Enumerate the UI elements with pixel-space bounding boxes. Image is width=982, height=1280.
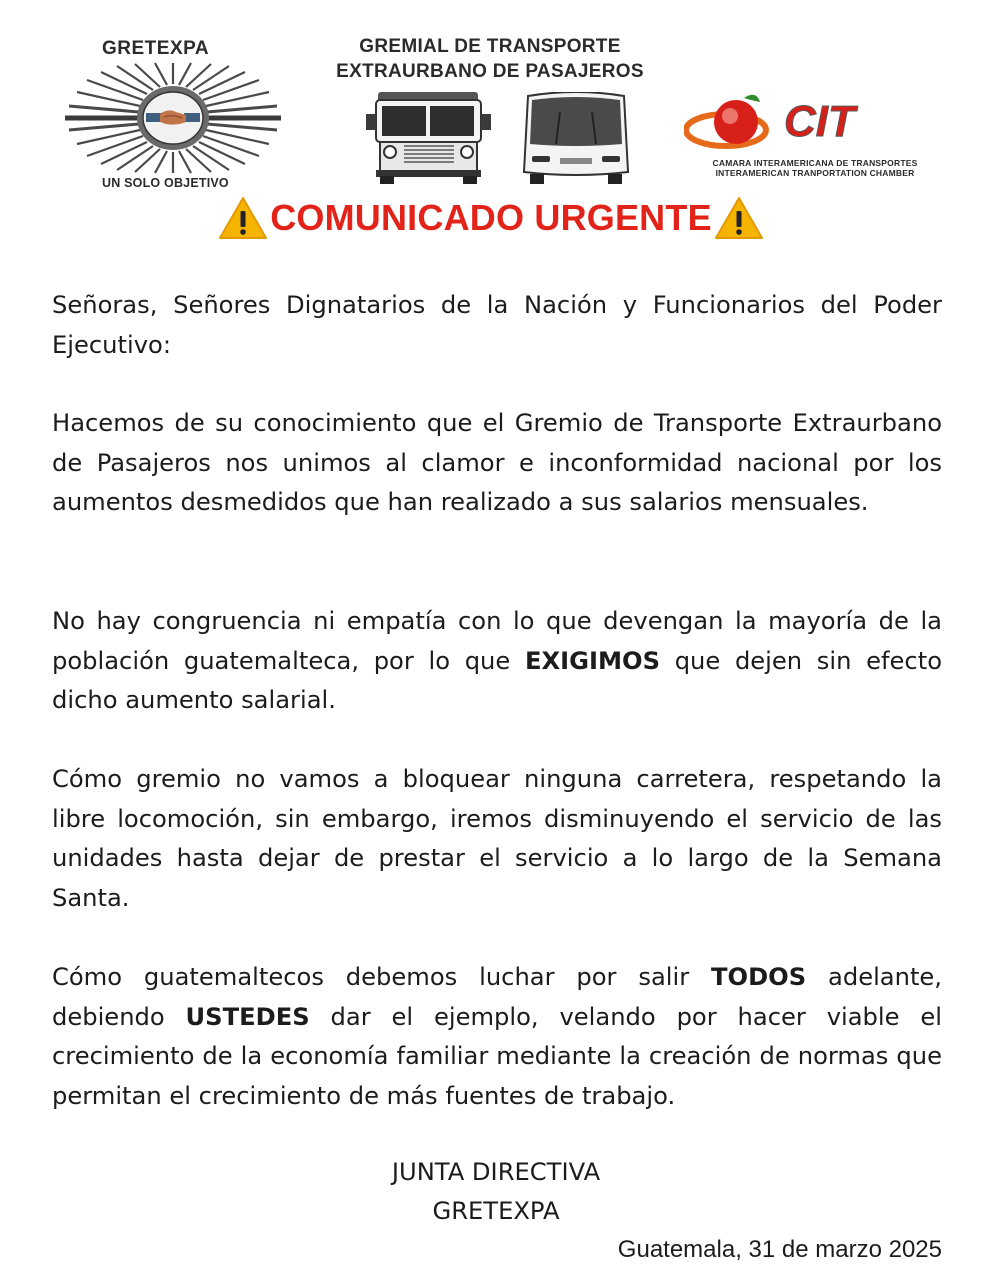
urgent-banner bbox=[0, 196, 982, 240]
paragraph-closing-text-c: dar el ejemplo, velando por hacer viable el crecimiento de la economía familiar mediante la creación de normas que permitan el crecimiento de más fuentes de trabajo. bbox=[52, 1002, 942, 1110]
paragraph-closing-bold-ustedes: USTEDES bbox=[185, 1002, 310, 1031]
warning-triangle-icon bbox=[218, 196, 268, 240]
paragraph-closing-text-b: adelante, debiendo bbox=[52, 963, 942, 1031]
signature-organization: GRETEXPA bbox=[432, 1197, 560, 1225]
paragraph-demand-text-a: No hay congruencia ni empatía con lo que devengan la mayoría de la población guatemalteca, por lo que bbox=[52, 607, 942, 675]
urgent-title: COMUNICADO URGENTE bbox=[270, 197, 712, 238]
coach-bus-front-icon bbox=[520, 92, 632, 184]
paragraph-service-reduction: Cómo gremio no vamos a bloquear ninguna carretera, respetando la libre locomoción, sin embargo, iremos disminuyendo el servicio de las unidades hasta dejar de prestar el servicio a lo largo de la Semana Santa. bbox=[52, 765, 942, 912]
paragraph-announcement: Hacemos de su conocimiento que el Gremio de Transporte Extraurbano de Pasajeros nos unimos al clamor e inconformidad nacional por los aumentos desmedidos que han realizado a sus salarios mensuales. bbox=[52, 409, 942, 516]
paragraph-salutation: Señoras, Señores Dignatarios de la Nación y Funcionarios del Poder Ejecutivo: bbox=[52, 291, 942, 359]
paragraph-demand bbox=[52, 602, 942, 721]
signature-board: JUNTA DIRECTIVA bbox=[391, 1158, 601, 1186]
cit-logo bbox=[684, 92, 909, 152]
paragraph-closing bbox=[52, 958, 942, 1116]
paragraph-demand-text-b: que dejen sin efecto dicho aumento salarial. bbox=[52, 646, 942, 714]
paragraph-closing-bold-todos: TODOS bbox=[711, 963, 807, 991]
cit-subtitle-line-1: CAMARA INTERAMERICANA DE TRANSPORTES bbox=[712, 158, 918, 168]
warning-triangle-icon bbox=[714, 196, 764, 240]
cit-subtitle bbox=[684, 158, 946, 178]
gretexpa-seal-logo bbox=[58, 62, 288, 174]
cit-subtitle-line-2: INTERAMERICAN TRANPORTATION CHAMBER bbox=[715, 168, 915, 178]
document-date: Guatemala, 31 de marzo 2025 bbox=[617, 1236, 942, 1263]
cit-logo-text: CIT bbox=[784, 97, 855, 146]
school-bus-front-icon bbox=[366, 92, 491, 184]
paragraph-demand-bold: EXIGIMOS bbox=[524, 646, 661, 675]
gretexpa-slogan: UN SOLO OBJETIVO bbox=[102, 176, 229, 190]
paragraph-closing-text-a: Cómo guatemaltecos debemos luchar por salir bbox=[52, 963, 712, 991]
gretexpa-title: GRETEXPA bbox=[102, 38, 210, 59]
gremial-line-1: GREMIAL DE TRANSPORTE bbox=[359, 36, 621, 57]
gremial-heading bbox=[270, 34, 710, 84]
gremial-line-2: EXTRAURBANO DE PASAJEROS bbox=[336, 61, 644, 82]
